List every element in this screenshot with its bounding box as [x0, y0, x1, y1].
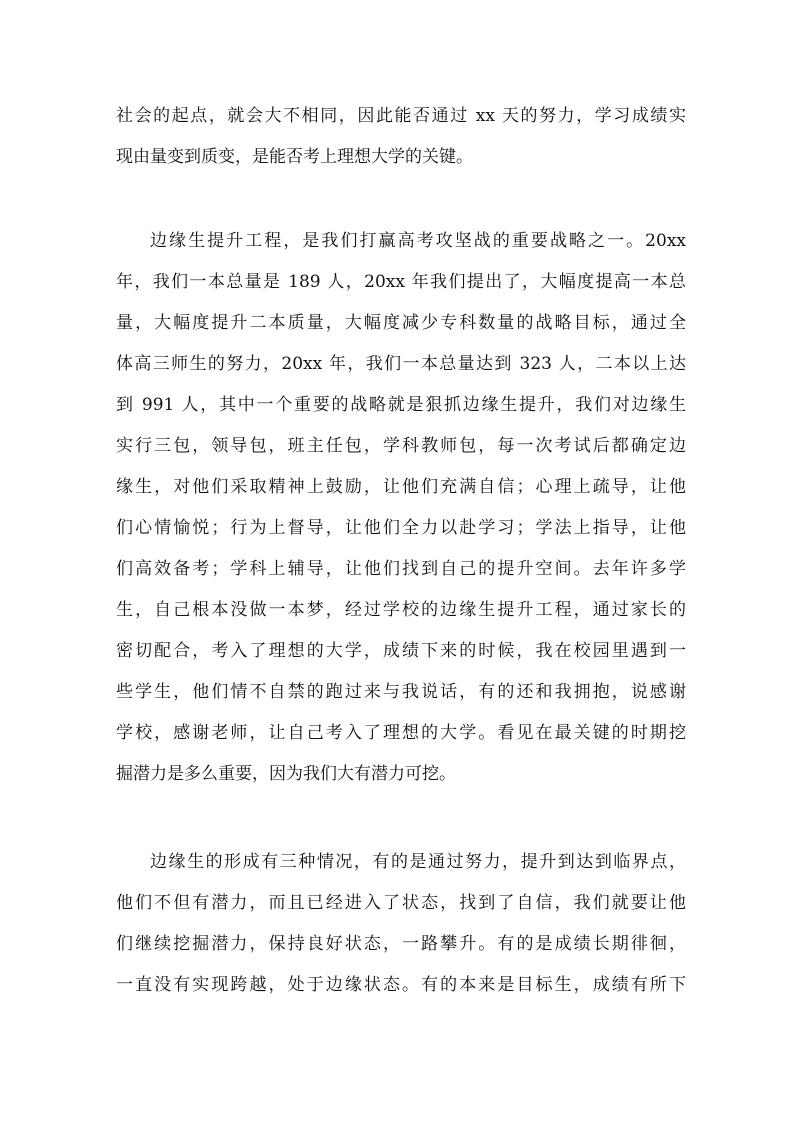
text-line: 缘生，对他们采取精神上鼓励，让他们充满自信；心理上疏导，让他 — [116, 477, 686, 497]
text-line: 生，自己根本没做一本梦，经过学校的边缘生提升工程，通过家长的 — [116, 600, 686, 620]
text-line: 边缘生的形成有三种情况，有的是通过努力，提升到达到临界点， — [150, 852, 686, 872]
text-line: 密切配合，考入了理想的大学，成绩下来的时候，我在校园里遇到一 — [116, 641, 686, 661]
text-line: 现由量变到质变，是能否考上理想大学的关键。 — [116, 147, 473, 167]
text-line: 们继续挖掘潜力，保持良好状态，一路攀升。有的是成绩长期徘徊， — [116, 934, 686, 954]
text-line: 体高三师生的努力，20xx 年，我们一本总量达到 323 人，二本以上达 — [116, 354, 686, 374]
text-line: 量，大幅度提升二本质量，大幅度减少专科数量的战略目标，通过全 — [116, 313, 686, 333]
text-line: 社会的起点，就会大不相同，因此能否通过 xx 天的努力，学习成绩实 — [116, 106, 686, 126]
text-line: 边缘生提升工程，是我们打赢高考攻坚战的重要战略之一。20xx — [150, 231, 686, 251]
text-line: 年，我们一本总量是 189 人，20xx 年我们提出了，大幅度提高一本总 — [116, 272, 686, 292]
text-line: 掘潜力是多么重要，因为我们大有潜力可挖。 — [116, 764, 456, 784]
text-line: 学校，感谢老师，让自己考入了理想的大学。看见在最关键的时期挖 — [116, 723, 686, 743]
text-line: 们心情愉悦；行为上督导，让他们全力以赴学习；学法上指导，让他 — [116, 518, 686, 538]
text-line: 些学生，他们情不自禁的跑过来与我说话，有的还和我拥抱，说感谢 — [116, 682, 686, 702]
text-line: 一直没有实现跨越，处于边缘状态。有的本来是目标生，成绩有所下 — [116, 975, 686, 995]
text-line: 他们不但有潜力，而且已经进入了状态，找到了自信，我们就要让他 — [116, 893, 686, 913]
text-line: 实行三包，领导包，班主任包，学科教师包，每一次考试后都确定边 — [116, 436, 686, 456]
text-line: 们高效备考；学科上辅导，让他们找到自己的提升空间。去年许多学 — [116, 559, 686, 579]
text-line: 到 991 人，其中一个重要的战略就是狠抓边缘生提升，我们对边缘生 — [116, 395, 686, 415]
